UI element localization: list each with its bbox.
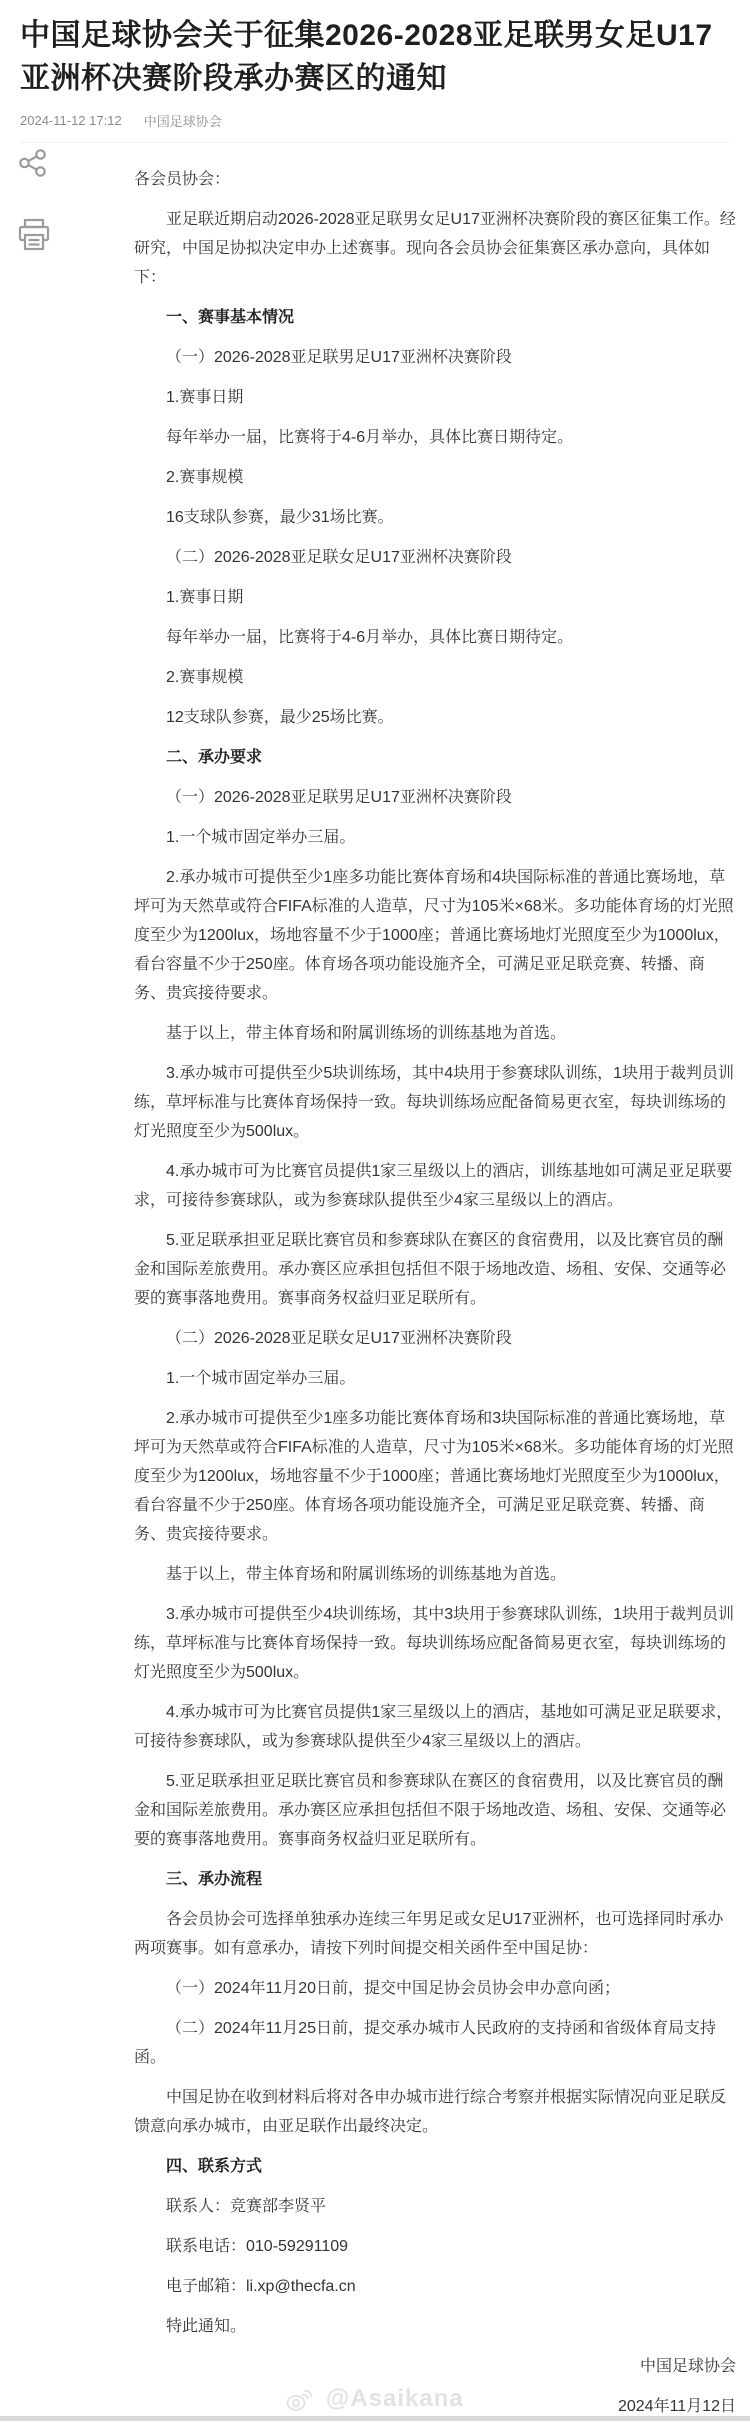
article-paragraph: （一）2026-2028亚足联男足U17亚洲杯决赛阶段 <box>166 349 512 366</box>
share-icon <box>18 148 50 178</box>
article-paragraph: （一）2026-2028亚足联男足U17亚洲杯决赛阶段 <box>166 789 512 806</box>
article-paragraph: 各会员协会： <box>134 171 231 188</box>
article-paragraph: 2.承办城市可提供至少1座多功能比赛体育场和4块国际标准的普通比赛场地，草坪可为天然草或符合FIFA标准的人造草，尺寸为105米×68米。多功能体育场的灯光照度至少为1200lux，场地容量不少于1000座；普通比赛场地灯光照度至少为1000lux，看台容量不少于250座。体育场各项功能设施齐全，可满足亚足联竞赛、转播、商务、贵宾接待要求。 <box>134 869 734 1002</box>
article-paragraph: 1.一个城市固定举办三届。 <box>166 829 356 846</box>
article-paragraph: 3.承办城市可提供至少4块训练场，其中3块用于参赛球队训练，1块用于裁判员训练，草坪标准与比赛体育场保持一致。每块训练场应配备简易更衣室，每块训练场的灯光照度至少为500lux。 <box>134 1606 735 1681</box>
watermark <box>0 2385 750 2413</box>
article-header <box>0 0 750 143</box>
side-toolbar <box>18 146 52 252</box>
print-icon <box>18 218 50 252</box>
article-paragraph: 5.亚足联承担亚足联比赛官员和参赛球队在赛区的食宿费用，以及比赛官员的酬金和国际差旅费用。承办赛区应承担包括但不限于场地改造、场租、安保、交通等必要的赛事落地费用。赛事商务权益归亚足联所有。 <box>134 1773 727 1848</box>
article-paragraph: 基于以上，带主体育场和附属训练场的训练基地为首选。 <box>166 1566 567 1583</box>
article-paragraph: 1.赛事日期 <box>166 589 244 606</box>
article-paragraph: （二）2024年11月25日前，提交承办城市人民政府的支持函和省级体育局支持函。 <box>134 2020 717 2066</box>
signature-line: 2024年11月12日 <box>617 2398 736 2415</box>
article-paragraph: 4.承办城市可为比赛官员提供1家三星级以上的酒店，基地如可满足亚足联要求，可接待参赛球队，或为参赛球队提供至少4家三星级以上的酒店。 <box>134 1704 733 1750</box>
section-heading: 三、承办流程 <box>166 1871 263 1888</box>
article-paragraph: 2.承办城市可提供至少1座多功能比赛体育场和3块国际标准的普通比赛场地，草坪可为天然草或符合FIFA标准的人造草，尺寸为105米×68米。多功能体育场的灯光照度至少为1200lux，场地容量不少于1000座；普通比赛场地灯光照度至少为1000lux，看台容量不少于250座。体育场各项功能设施齐全，可满足亚足联竞赛、转播、商务、贵宾接待要求。 <box>134 1410 734 1543</box>
article-paragraph: 各会员协会可选择单独承办连续三年男足或女足U17亚洲杯，也可选择同时承办两项赛事。如有意承办，请按下列时间提交相关函件至中国足协： <box>134 1911 724 1957</box>
article-meta <box>20 111 730 143</box>
page-title: 中国足球协会关于征集2026-2028亚足联男女足U17亚洲杯决赛阶段承办赛区的通知 <box>20 19 713 95</box>
article-date: 2024-11-12 17:12 <box>20 113 122 128</box>
article-paragraph: （二）2026-2028亚足联女足U17亚洲杯决赛阶段 <box>166 549 512 566</box>
article-paragraph: 联系电话：010-59291109 <box>166 2238 349 2255</box>
share-button[interactable] <box>18 146 50 180</box>
article-paragraph: 5.亚足联承担亚足联比赛官员和参赛球队在赛区的食宿费用，以及比赛官员的酬金和国际差旅费用。承办赛区应承担包括但不限于场地改造、场租、安保、交通等必要的赛事落地费用。赛事商务权益归亚足联所有。 <box>134 1232 727 1307</box>
article-paragraph: 特此通知。 <box>166 2318 247 2335</box>
article-paragraph: （一）2024年11月20日前，提交中国足协会员协会申办意向函； <box>166 1980 621 1997</box>
weibo-logo-icon <box>286 2385 326 2412</box>
bottom-bar <box>0 2416 750 2421</box>
article-paragraph: 2.赛事规模 <box>166 669 244 686</box>
article-paragraph: 每年举办一届，比赛将于4-6月举办，具体比赛日期待定。 <box>166 629 574 646</box>
section-heading: 四、联系方式 <box>166 2158 263 2175</box>
article-paragraph: 1.一个城市固定举办三届。 <box>166 1370 356 1387</box>
article-paragraph: 12支球队参赛，最少25场比赛。 <box>166 709 394 726</box>
article-body <box>134 165 736 2421</box>
signature-line: 中国足球协会 <box>639 2358 736 2375</box>
article-paragraph: 亚足联近期启动2026-2028亚足联男女足U17亚洲杯决赛阶段的赛区征集工作。经研究，中国足协拟决定申办上述赛事。现向各会员协会征集赛区承办意向，具体如下： <box>134 211 736 286</box>
article-paragraph: 2.赛事规模 <box>166 469 244 486</box>
section-heading: 二、承办要求 <box>166 749 263 766</box>
article-paragraph: 每年举办一届，比赛将于4-6月举办，具体比赛日期待定。 <box>166 429 574 446</box>
article-paragraph: 基于以上，带主体育场和附属训练场的训练基地为首选。 <box>166 1025 567 1042</box>
watermark-label: @Asaikana <box>325 2385 464 2412</box>
article-paragraph: 1.赛事日期 <box>166 389 244 406</box>
article-paragraph: 16支球队参赛，最少31场比赛。 <box>166 509 394 526</box>
article-paragraph: 中国足协在收到材料后将对各申办城市进行综合考察并根据实际情况向亚足联反馈意向承办城市，由亚足联作出最终决定。 <box>134 2089 727 2135</box>
article-paragraph: 电子邮箱：li.xp@thecfa.cn <box>166 2278 356 2295</box>
article-paragraph: 3.承办城市可提供至少5块训练场，其中4块用于参赛球队训练，1块用于裁判员训练，草坪标准与比赛体育场保持一致。每块训练场应配备简易更衣室，每块训练场的灯光照度至少为500lux。 <box>134 1065 735 1140</box>
article-paragraph: 4.承办城市可为比赛官员提供1家三星级以上的酒店，训练基地如可满足亚足联要求，可接待参赛球队，或为参赛球队提供至少4家三星级以上的酒店。 <box>134 1163 733 1209</box>
article-paragraph: （二）2026-2028亚足联女足U17亚洲杯决赛阶段 <box>166 1330 512 1347</box>
section-heading: 一、赛事基本情况 <box>166 309 295 326</box>
article-source-link[interactable]: 中国足球协会 <box>143 114 222 129</box>
article-paragraph: 联系人：竞赛部李贤平 <box>166 2198 327 2215</box>
print-button[interactable] <box>18 218 50 252</box>
